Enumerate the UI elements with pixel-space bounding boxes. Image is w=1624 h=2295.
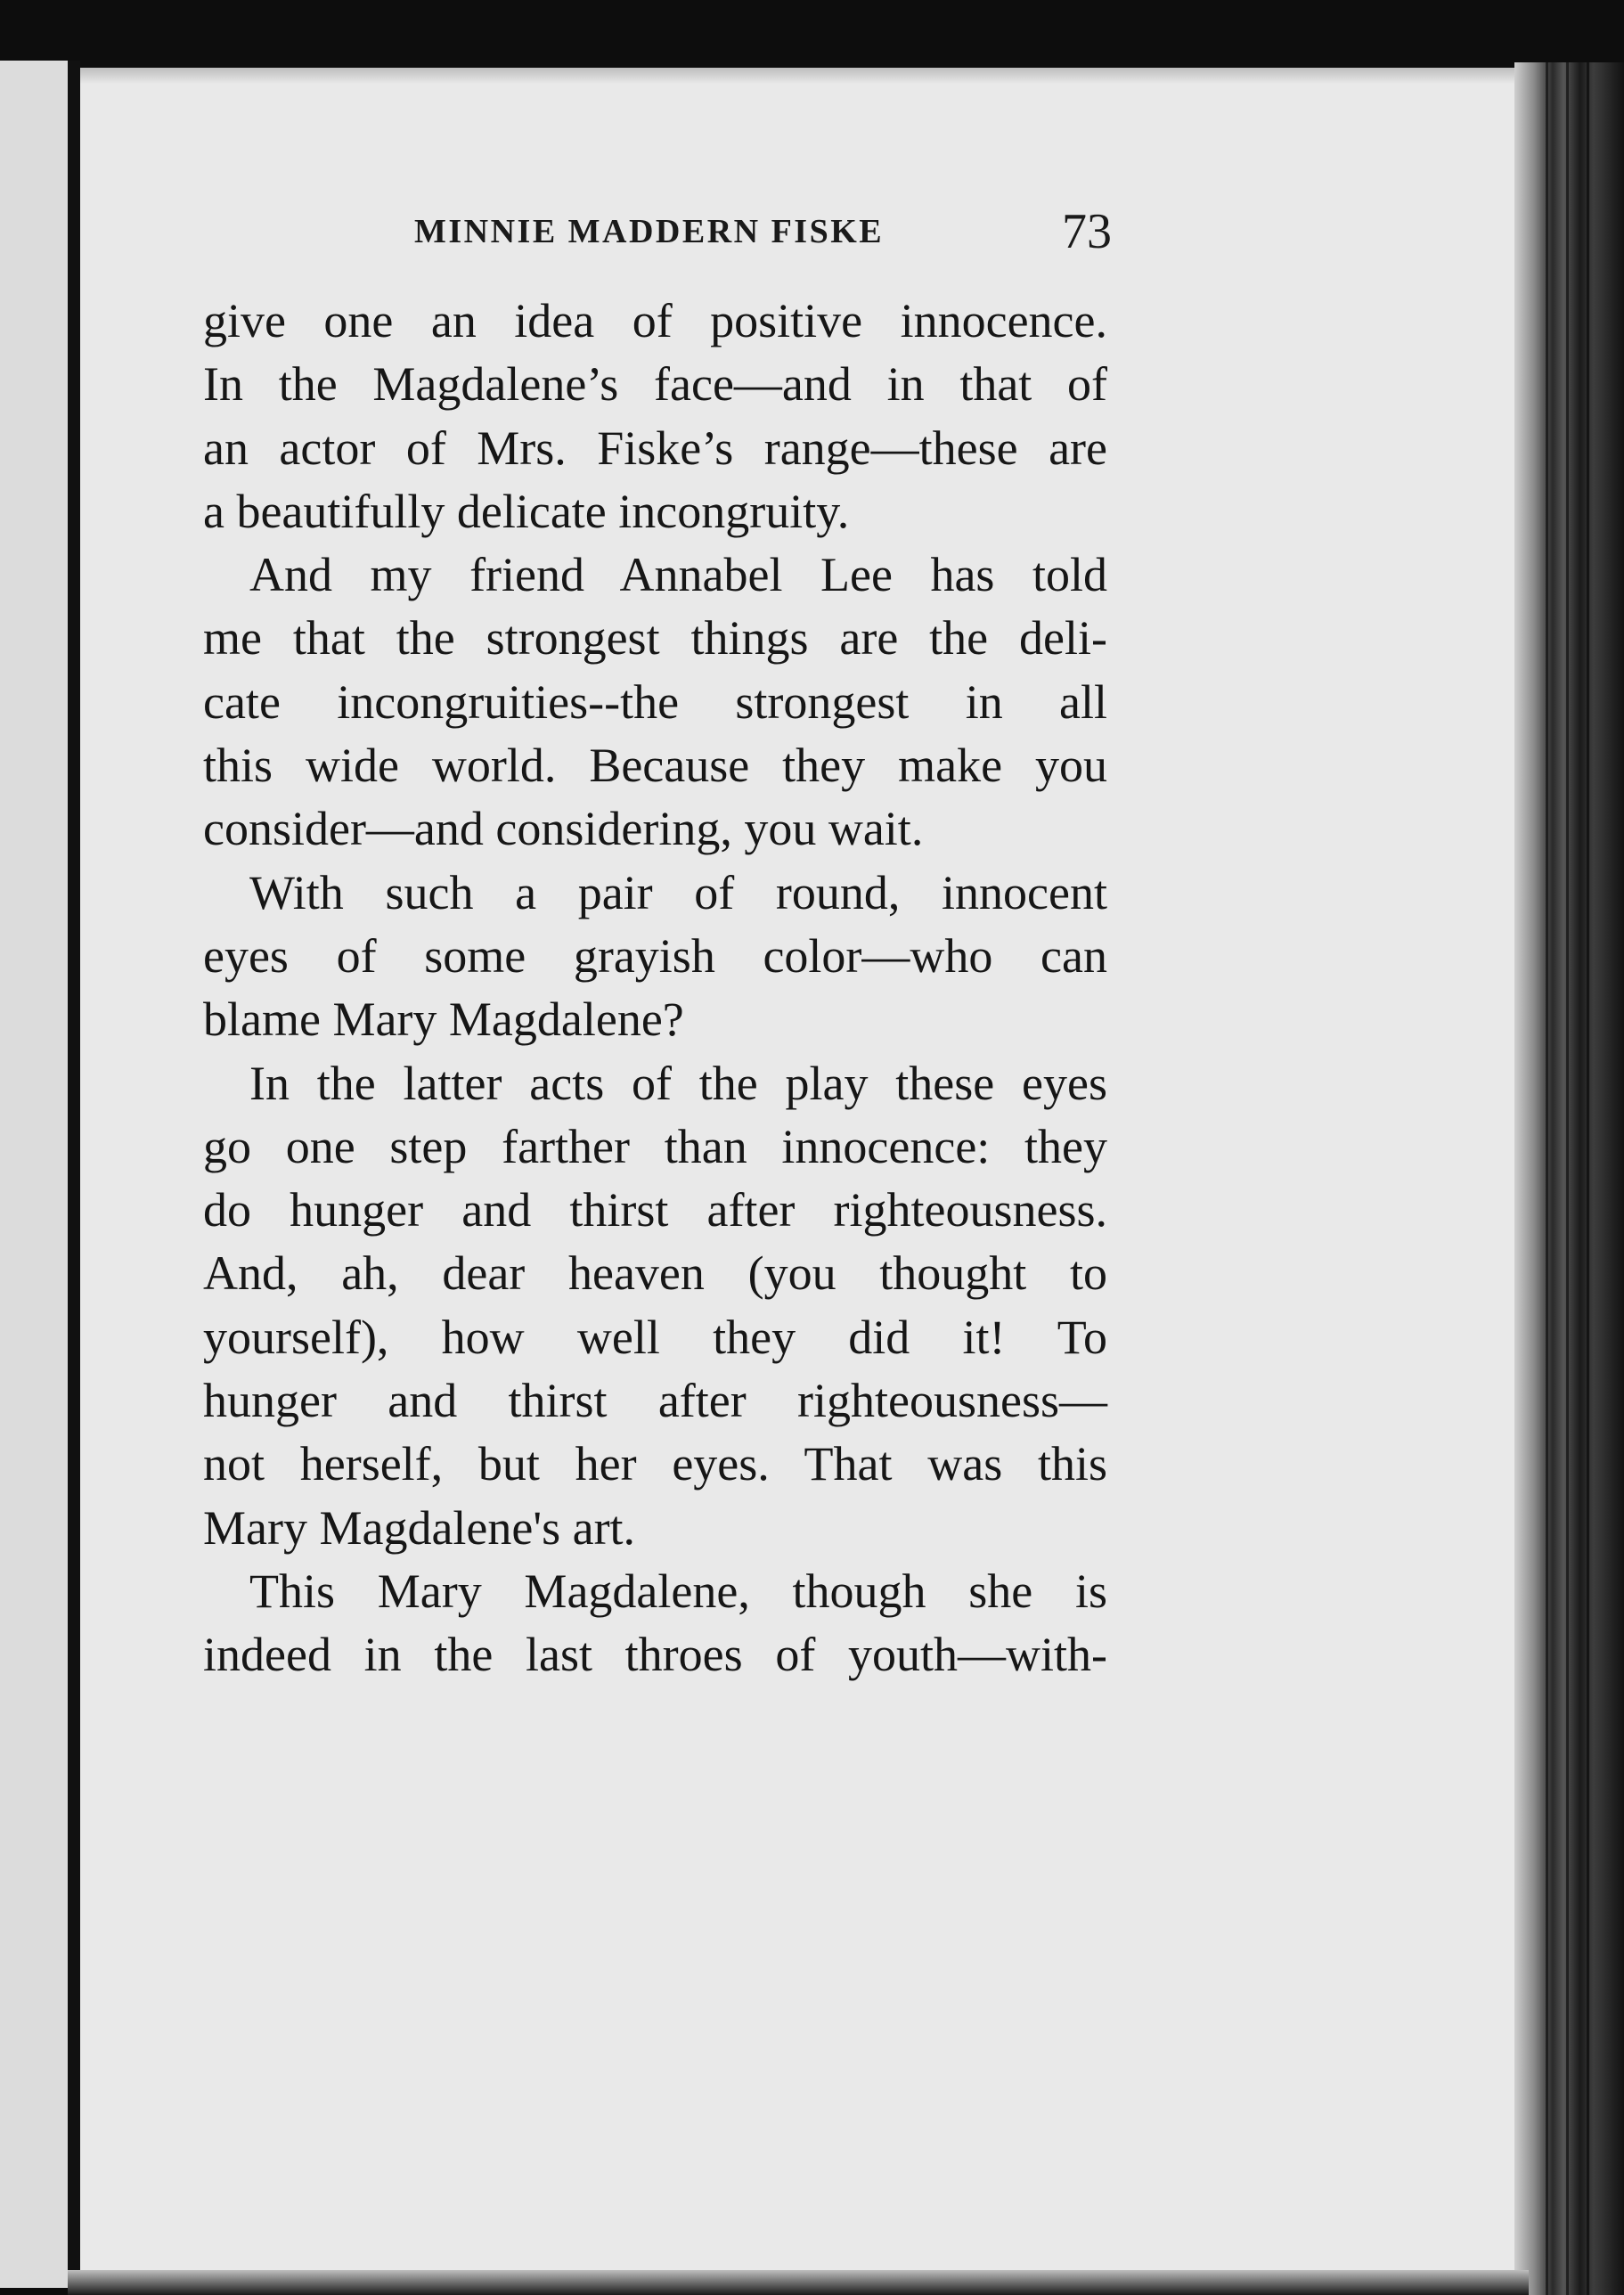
text-line: In the Magdalene’s face—and in that of <box>203 357 1107 412</box>
text-line: blame Mary Magdalene? <box>203 992 684 1047</box>
text-line: me that the strongest things are the deli- <box>203 611 1107 666</box>
text-line: a beautifully delicate incongruity. <box>203 484 850 538</box>
top-shadow <box>80 68 1523 84</box>
bottom-page-edge <box>68 2270 1529 2295</box>
text-line: And my friend Annabel Lee has told <box>249 548 1107 602</box>
text-line: do hunger and thirst after righteousness. <box>203 1183 1107 1237</box>
page-number: 73 <box>1062 204 1112 259</box>
text-line: indeed in the last throes of youth—with- <box>203 1628 1107 1682</box>
text-line: yourself), how well they did it! To <box>203 1310 1107 1364</box>
left-background <box>0 61 68 2288</box>
text-line: hunger and thirst after righteousness— <box>203 1374 1107 1428</box>
text-line: cate incongruities--the strongest in all <box>203 674 1107 729</box>
text-line: With such a pair of round, innocent <box>249 865 1107 919</box>
text-line: not herself, but her eyes. That was this <box>203 1437 1107 1491</box>
text-line: an actor of Mrs. Fiske’s range—these are <box>203 421 1107 475</box>
text-line: give one an idea of positive innocence. <box>203 294 1107 347</box>
gutter-stripe <box>1566 62 1569 2295</box>
book-gutter <box>1514 62 1624 2295</box>
text-line: In the latter acts of the play these eyes <box>249 1056 1107 1110</box>
text-line: Mary Magdalene's art. <box>203 1500 636 1555</box>
running-head: MINNIE MADDERN FISKE <box>414 213 885 250</box>
left-page-edge <box>68 61 80 2288</box>
text-line: And, ah, dear heaven (you thought to <box>203 1246 1107 1301</box>
text-line: This Mary Magdalene, though she is <box>249 1564 1107 1618</box>
gutter-stripe <box>1546 62 1548 2295</box>
gutter-stripe <box>1587 62 1589 2295</box>
body-text <box>203 290 1107 1687</box>
text-line: consider—and considering, you wait. <box>203 802 924 856</box>
text-line: this wide world. Because they make you <box>203 739 1107 793</box>
text-line: eyes of some grayish color—who can <box>203 928 1107 983</box>
text-line: go one step farther than innocence: they <box>203 1119 1107 1173</box>
